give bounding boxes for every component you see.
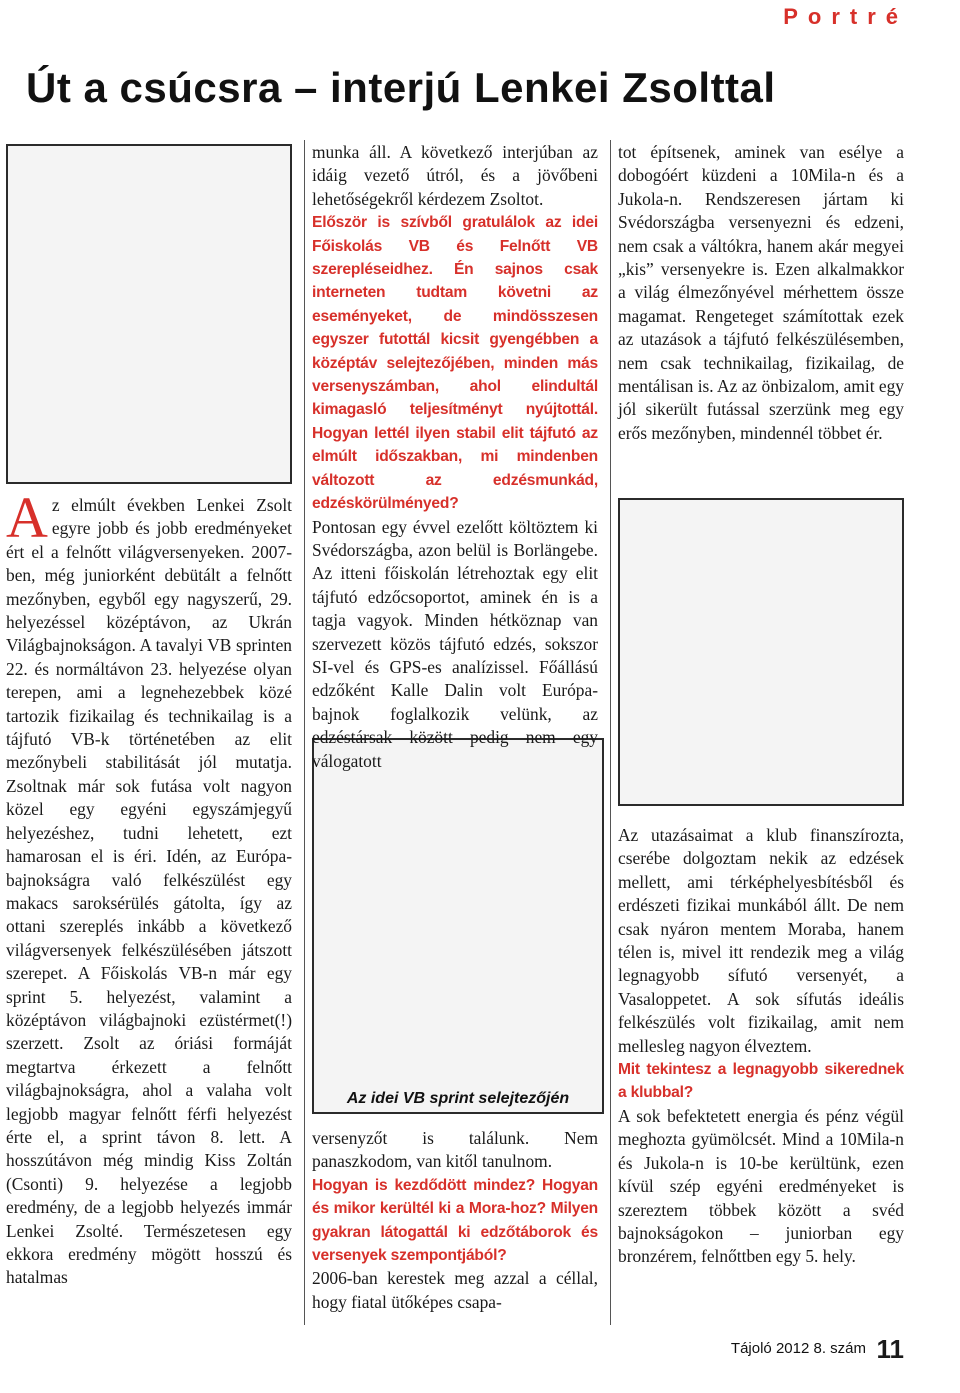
page-number: 11 (876, 1334, 904, 1364)
column-divider (610, 140, 611, 1325)
answer-2-continuation: tot építsenek, aminek van esélye a dobogóért küzdeni a 10Mila-n és a Jukola-n. Rendszeresen jártam ki Svédországba versenyezni és edzeni, nem csak a váltókra, hanem akár megyei „kis” versenyekre is. Ezen alkalmakkor a világ élmezőnyével mérhettem össze magamat. Rengeteget számítottak ezek az utazások a tájfutó felkészülésemben, nem csak technikailag, fizikailag, de mentálisan is. Az az önbizalom, amit egy jól sikerült futással szerzünk meg egy erős mezőnyben, mindennél többet ér. (618, 142, 904, 443)
question-3: Mit tekintesz a legnagyobb sikerednek a klubbal? (618, 1061, 904, 1102)
issue-label: Tájoló 2012 8. szám (730, 1340, 866, 1357)
intro-paragraph (6, 485, 292, 1290)
interview-column-3-bottom (618, 824, 904, 1269)
question-1: Először is szívből gratulálok az idei Főiskolás VB és Felnőtt VB szerepléseidhez. Én sajnos csak interneten tudtam követni az eseményeket, de mindösszesen egyszer futottál kicsit gyengébben a középtáv selejtezőjében, minden más versenyszámban, ahol elindultál kimagasló teljesítményt nyújtottál. Hogyan lettél ilyen stabil elit tájfutó az elmúlt időszakban, mi mindenben változott az edzésmunkád, edzéskörülményed? (312, 214, 598, 513)
answer-3: A sok befektetett energia és pénz végül meghozta gyümölcsét. Mind a 10Mila-n és Jukola-n is 10-be kerültünk, ezen kívül szép egyéni eredményeket is szereztem többek között a svéd bajnokságokon – juniorban egy bronzérem, felnőttben egy 5. hely. (618, 1105, 904, 1267)
answer-2-more: Az utazásaimat a klub finanszírozta, cserébe dolgoztam nekik az edzések mellett, ami térképhelyesbítésből és erdészeti fizikai munkából állt. De nem csak nyáron mentem Moraba, hanem télen is, mivel itt rendezik meg a világ legnagyobb sífutó versenyét, a Vasaloppetet. A sok sífutás ideális felkészülés volt fizikailag, amit nem mellesleg nagyon élveztem. (618, 825, 904, 1056)
race-photo (312, 738, 604, 1114)
intro-text: z elmúlt években Lenkei Zsolt egyre jobb és jobb eredményeket ért el a felnőtt világversenyeken. 2007-ben, még juniorként debütált a felnőtt mezőnyben, egyből egy nagyszerű, 29. helyezéssel középtávon, az Ukrán Világbajnokságon. A tavalyi VB sprinten 22. és normáltávon 23. helyezése olyan terepen, ami a legnehezebbek közé tartozik fizikailag és technikailag is a tájfutó VB-k történetében az elit mezőnybeli stabilitását jól mutatja. Zsoltnak már sok futása volt nagyon közel egy egyéni egyszámjegyű helyezéshez, tudni lehetett, ezt hamarosan el is éri. Idén, az Európa-bajnokságra való felkészülést egy makacs saroksérülés gátolta, így az ottani szereplés inkább a következő világversenyek felkészülésében játszott szerepet. A Főiskolás VB-n már egy sprint 5. helyezést, valamint a középtávon világbajnoki ezüstérmet(!) szerzett. Zsolt az óriási formáját megtartva érkezett a felnőtt világbajnokságra, ahol a valaha volt legjobb magyar felnőtt férfi helyezést érte el, a sprint távon 8. lett. A hosszútávon még mindig Kiss Zoltán (Csonti) 9. helyezése a legjobb eredmény, de a legjobb helyezés immár Lenkei Zsolté. Természetesen egy ekkora eredmény mögött hosszú és hatalmas (6, 495, 292, 1288)
interview-column-2-bottom (312, 1127, 598, 1314)
photo-caption: Az idei VB sprint selejtezőjén (346, 1090, 570, 1107)
section-label: Portré (783, 4, 908, 29)
answer-2: 2006-ban kerestek meg azzal a céllal, hogy fiatal ütőképes csapa- (312, 1268, 598, 1312)
portrait-photo (6, 144, 292, 484)
interview-column-2-top (312, 141, 598, 773)
article-title: Út a csúcsra – interjú Lenkei Zsolttal (26, 64, 776, 111)
drop-cap: A (6, 485, 48, 550)
answer-1: Pontosan egy évvel ezelőtt költöztem ki Svédországba, azon belül is Borlängebe. Az itteni főiskolán létrehoztak egy elit tájfutó edzőcsoportot, aminek én is a tagja vagyok. Minden hétköznap van szervezett közös tájfutó edzés, sokszor SI-vel és GPS-es analízissel. Főállású edzőként Kalle Dalin volt Európa-bajnok foglalkozik velünk, az edzéstársak között pedig nem egy válogatott (312, 516, 598, 771)
intro-column (6, 485, 292, 1290)
answer-1-continuation: versenyzőt is találunk. Nem panaszkodom, van kitől tanulnom. (312, 1128, 598, 1172)
question-2: Hogyan is kezdődött mindez? Hogyan és mikor kerültél ki a Mora-hoz? Milyen gyakran látogattál ki edzőtáborok és versenyek szempontjából? (312, 1176, 598, 1265)
column-divider (304, 140, 305, 1325)
intro-continuation: munka áll. A következő interjúban az idáig vezető útról, és a jövőbeni lehetőségekről kérdezem Zsoltot. (312, 142, 598, 209)
interview-column-3-top (618, 141, 904, 445)
side-photo (618, 498, 904, 806)
